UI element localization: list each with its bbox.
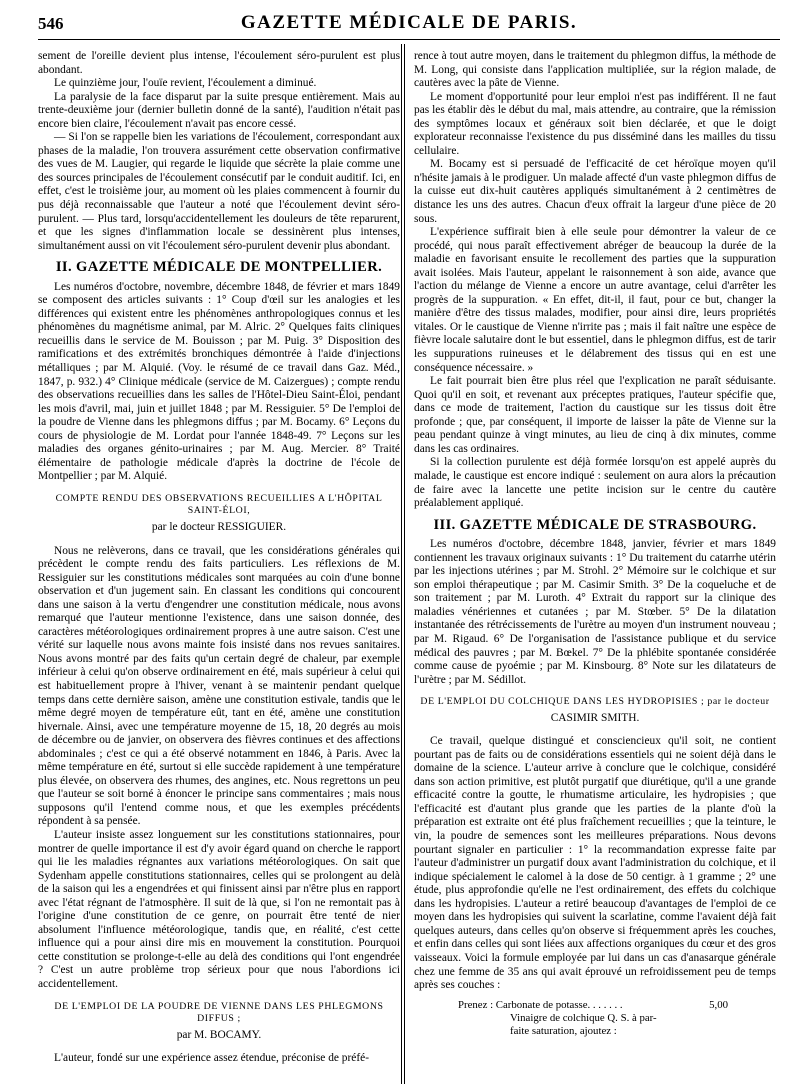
paragraph: Le fait pourrait bien être plus réel que l'explication ne paraît séduisante. Quoi qu'il en soit, et revenant aux préceptes pratiques, l'auteur spécifie que, dans ce mode de traitement, l'action du caustique sur les tissus doit être profonde ; que, par conséquent, il importe de laisser la pâte de Vienne sur la peau pendant quinze à vingt minutes, au lieu de cinq à dix minutes, comme dans les cas ordinaires. xyxy=(414,375,776,455)
paragraph: Si la collection purulente est déjà formée lorsqu'on est appelé auprès du malade, le caustique est encore indiqué : seulement on aura alors la précaution de faire avec la lancette une petite incision sur le centre du cautère préalablement appliqué. xyxy=(414,456,776,510)
paragraph: L'expérience suffirait bien à elle seule pour démontrer la valeur de ce procédé, qui nous paraît effectivement abréger de beaucoup la durée de la maladie en favorisant ensuite le recollement des parties que la suppuration avait isolées. Mais l'auteur, appelant le raisonnement à son aide, avance que l'action du mélange de Vienne a encore un autre avantage, celui d'arrêter les progrès de la suppuration. « En effet, dit-il, il faut, pour ce but, changer la manière d'être des tissus malades, modifier, pour ainsi dire, leurs propriétés vitales. Or le caustique de Vienne n'irrite pas ; mais il fait naître une espèce de fièvre locale salutaire dont le but essentiel, dans le phlegmon diffus, est de tarir les suppurations ruineuses et le délabrement des tissus qui en est une conséquence nécessaire. » xyxy=(414,226,776,374)
left-column xyxy=(38,50,400,1086)
page-header xyxy=(38,6,780,40)
column-divider xyxy=(401,44,405,1084)
paragraph: Nous ne relèverons, dans ce travail, que les considérations générales qui précèdent le compte rendu des faits particuliers. Les réflexions de M. Ressiguier sur les constitutions médicales sont marquées au coin d'une bonne observation et d'un jugement sain. En classant les conditions qui concourent dans une saison à la vertu d'engendrer une constitution médicale, nous avons remarqué que l'auteur mentionne l'existence, dans une saison donnée, des caractères météorologiques ordinairement propres à une autre saison. C'est une vérité sur laquelle nous avons mainte fois insisté dans nos revues sanitaires. Nous avons montré par des faits qu'un certain degré de chaleur, par exemple inférieur à celui qu'on observe ordinairement en été, mais supérieur à celui qui est habituellement propre à l'hiver, venant à se maintenir pendant quelque temps dans cette dernière saison, amène une constitution estivale, tandis que le même degré moyen de température eût, tant en été, amène une constitution hivernale. Ainsi, avec une température moyenne de 15, 18, 20 degrés au mois de décembre ou de janvier, on observera des fièvres continues et des affections abdominales ; c'est ce qui a été observé notamment en 1846, à Paris. Avec la même température en été, surtout si elle succède rapidement à une température plus élevée, on observera des rhumes, des angines, etc. Nous regrettons un peu que l'auteur se soit borné à énoncer le principe sans commentaires ; mais nous supposons qu'il l'entend comme nous, et que les exemples précédents répondent à sa pensée. xyxy=(38,544,400,828)
prescription-line: faite saturation, ajoutez : xyxy=(510,1024,617,1037)
right-column xyxy=(414,50,776,1086)
paragraph: L'auteur, fondé sur une expérience assez étendue, préconise de préfé- xyxy=(54,1052,369,1065)
paragraph: Le quinzième jour, l'ouïe revient, l'écoulement a diminué. xyxy=(54,77,317,90)
subsection-heading-colchique: DE L'EMPLOI DU COLCHIQUE DANS LES HYDROPISIES ; par le docteur xyxy=(420,696,770,708)
paragraph: M. Bocamy est si persuadé de l'efficacité de cet héroïque moyen qu'il n'hésite jamais à le prodiguer. Un malade affecté d'un vaste phlegmon diffus de la cuisse eut dix-huit cautères appliqués simultanément à 2 centimètres de distance les uns des autres. Chacun d'eux offrait la largeur d'une pièce de 20 sous. xyxy=(414,158,776,225)
paragraph: Les numéros d'octobre, décembre 1848, janvier, février et mars 1849 contiennent les travaux originaux suivants : 1° Du traitement du catarrhe utérin par les injections utérines ; par M. Strohl. 2° Mémoire sur le colchique et sur son emploi thérapeutique ; par M. Casimir Smith. 3° De la coqueluche et de son traitement ; par M. Luroth. 4° Extrait du rapport sur la clinique des maladies vénériennes et cutanées ; par M. Stœber. 5° De la dilatation instantanée des rétrécissements de l'urètre au moyen d'un instrument nouveau ; par M. Rigaud. 6° De l'organisation de l'assistance publique et du service médical des pauvres ; par M. Bœkel. 7° De la phlébite spontanée considérée comme cause de pyoémie ; par M. Kinsbourg. 8° Note sur les dilatateurs de l'urètre ; par M. Sédillot. xyxy=(414,538,776,686)
subsection-heading-compte-rendu: COMPTE RENDU DES OBSERVATIONS RECUEILLIES A L'HÔPITAL SAINT-ÉLOI, xyxy=(55,492,383,517)
section-title-montpellier: II. GAZETTE MÉDICALE DE MONTPELLIER. xyxy=(55,259,383,276)
byline: par le docteur RESSIGUIER. xyxy=(151,520,287,533)
paragraph: L'auteur insiste assez longuement sur les constitutions stationnaires, pour montrer de quelle importance il est d'y avoir égard quand on cherche le rapport qui lie les maladies régnantes aux variations météorologiques. On sait que Sydenham appelle constitutions stationnaires, celles qui se prolongent au delà de la saison qui les a engendrées et qui finissent ainsi par n'être plus en rapport avec l'état régnant de l'atmosphère. Il suit de là que, si l'on ne remontait pas à l'origine d'une constitution de ce genre, on pourrait être tenté de nier absolument l'influence météorologique, tandis que, en réalité, c'est cette influence qui a pour ainsi dire mis en mouvement la constitution. Pourquoi cette constitution se prolonge-t-elle au delà des conditions qui l'ont engendrée ? C'est un autre problème trop sérieux pour que nous l'abordions ici accidentellement. xyxy=(38,828,400,990)
paragraph: rence à tout autre moyen, dans le traitement du phlegmon diffus, la méthode de M. Long, qui consiste dans l'application multipliée, sur la région malade, de cautères avec la pâte de Vienne. xyxy=(414,50,776,90)
subsection-heading-emploi-poudre: DE L'EMPLOI DE LA POUDRE DE VIENNE DANS LES PHLEGMONS DIFFUS ; xyxy=(54,1000,384,1025)
page-number: 546 xyxy=(38,14,64,33)
prescription xyxy=(414,999,776,1038)
journal-title: GAZETTE MÉDICALE DE PARIS. xyxy=(240,12,578,33)
paragraph: Le moment d'opportunité pour leur emploi n'est pas indifférent. Il ne faut pas les établir dès le début du mal, mais attendre, au contraire, que la rémission des symptômes locaux et généraux soit bien déclarée, et que le doigt explorateur reconnaisse l'existence du pus disséminé dans les mailles du tissu cellulaire. xyxy=(414,90,776,157)
paragraph: — Si l'on se rappelle bien les variations de l'écoulement, correspondant aux phases de la maladie, l'on trouvera assurément cette observation confirmative des vues de M. Laugier, qui regarde le liquide que sécrète la plaie comme une des sources principales de l'écoulement consécutif par le conduit auditif. Ici, en effet, c'est le troisième jour, au moment où les plaies commencent à fournir du pus déjà reconnaissable que l'auteur a noté que l'écoulement devint séro-purulent. — Plus tard, lorsqu'accidentellement les douleurs de tête reparurent, et que les signes d'inflammation locale se dessinèrent plus intenses, simultanément aussi on vit l'écoulement séro-purulent devenir plus abondant. xyxy=(38,131,400,252)
paragraph: Les numéros d'octobre, novembre, décembre 1848, de février et mars 1849 se composent des articles suivants : 1° Coup d'œil sur les analogies et les différences qui existent entre les phénomènes anthropologiques connus et les phénomènes du magnétisme animal, par M. Alric. 2° Quelques faits cliniques recueillis dans le service de M. Bouisson ; par M. Puig. 3° Disposition des ramifications et des extrémités bronchiques démontrée à l'aide d'injections métalliques ; par M. Alquié. (Voy. le résumé de ce travail dans Gaz. Méd., 1847, p. 932.) 4° Clinique médicale (service de M. Caizergues) ; compte rendu des observations recueillies dans les salles de l'Hôtel-Dieu Saint-Éloi, pendant les mois d'avril, mai, juin et juillet 1848 ; par M. Ressiguier. 5° De l'emploi de la poudre de Vienne dans les phlegmons diffus ; par M. Bocamy. 6° Leçons du cours de physiologie de M. Lordat pour l'année 1848-49. 7° Leçons sur les maladies des organes génito-urinaires ; par M. Aug. Mercier. 8° Traité élémentaire de pathologie médicale d'après la doctrine de l'école de Montpellier ; par M. Alquié. xyxy=(38,280,400,483)
prescription-line: Vinaigre de colchique Q. S. à par- xyxy=(510,1011,657,1024)
byline: CASIMIR SMITH. xyxy=(550,711,640,724)
byline: par M. BOCAMY. xyxy=(176,1028,262,1041)
section-title-strasbourg: III. GAZETTE MÉDICALE DE STRASBOURG. xyxy=(433,516,757,533)
prescription-quantity: 5,00 xyxy=(709,998,728,1011)
paragraph: sement de l'oreille devient plus intense, l'écoulement séro-purulent est plus abondant. xyxy=(38,50,400,76)
paragraph: Ce travail, quelque distingué et consciencieux qu'il soit, ne contient pourtant pas de faits ou de considérations essentiels qui ne soient déjà dans le domaine de la science. L'auteur arrive à conclure que le colchique, considéré dans son action primitive, est plutôt purgatif que diurétique, qu'il a une grande efficacité contre la goutte, le rhumatisme articulaire, les hydropisies ; que l'efficacité est d'autant plus grande que les parties de la plante d'où la préparation est extraite ont été plus fraîchement recueillies ; que la teinture, le vin, la poudre de semences sont les meilleures préparations. Nous devons pourtant signaler en particulier : 1° la recommandation expresse faite par l'auteur d'administrer un purgatif doux avant l'administration du colchique, et il indique spécialement le calomel à la dose de 50 centigr. à 1 gramme ; 2° une étude, plus approfondie qu'elle ne l'est ordinairement, des effets du colchique dans les hydropisies. L'auteur a retiré beaucoup d'avantages de l'emploi de ce moyen dans les hydropisies qui suivent la scarlatine, comme l'avaient déjà fait quelques auteurs, dans celles qu'on observe si fréquemment après les couches, et enfin dans celles qui sont liées aux affections organiques du cœur et des gros vaisseaux. Voici la formule employée par lui dans un cas d'anasarque générale chez une femme de 35 ans qui avait éprouvé un refroidissement peu de temps après ses couches : xyxy=(414,735,776,992)
prescription-line: Prenez : Carbonate de potasse. . . . . . . xyxy=(458,998,623,1011)
paragraph: La paralysie de la face disparut par la suite presque entièrement. Mais au trente-deuxième jour (dernier bulletin donné de la santé), l'audition n'était pas encore bien claire, l'écoulement n'avait pas encore cessé. xyxy=(38,90,400,130)
